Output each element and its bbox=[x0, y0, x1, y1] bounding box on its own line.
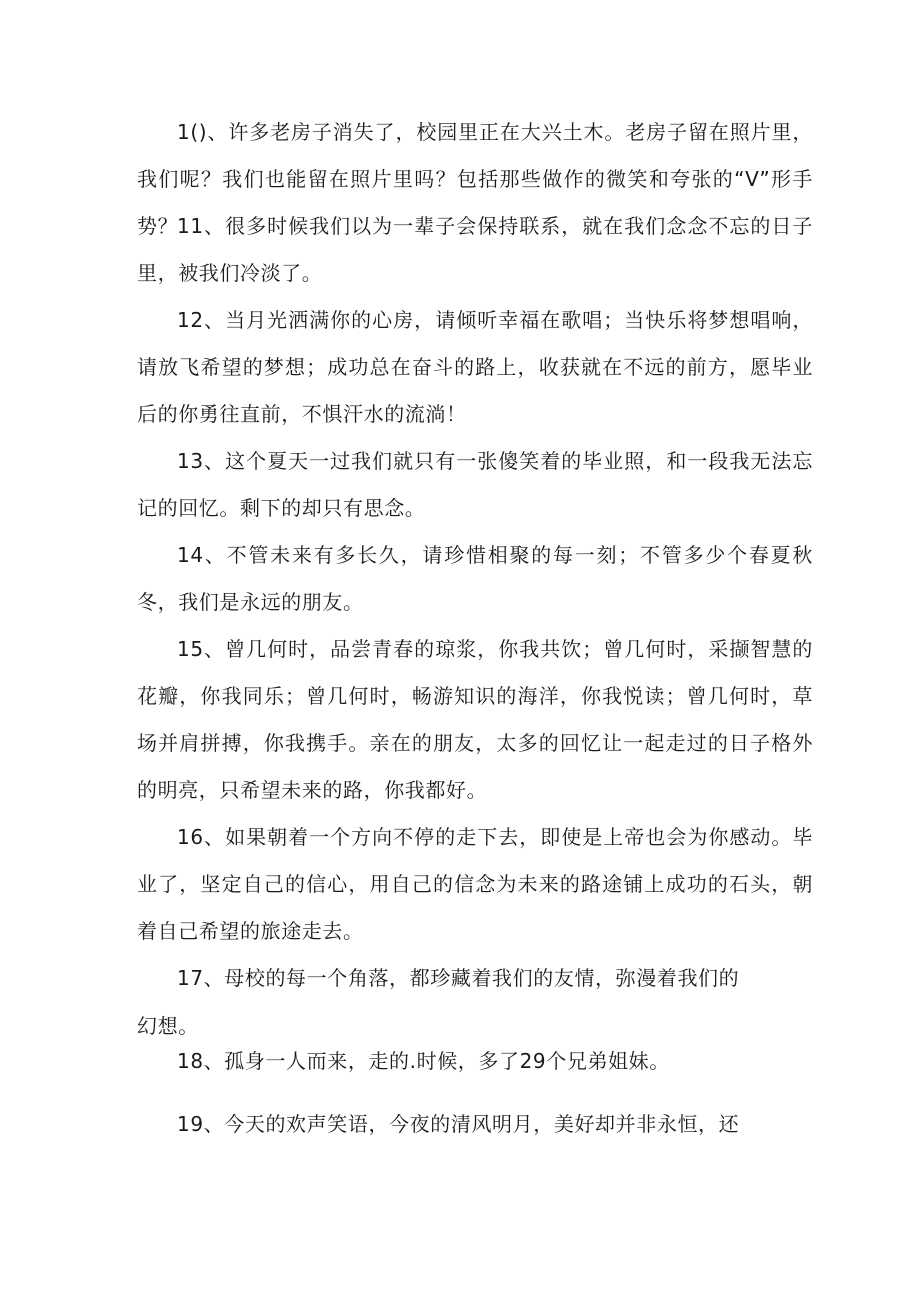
paragraph-13: 13、这个夏天一过我们就只有一张傻笑着的毕业照，和一段我无法忘记的回忆。剩下的却只有思念。 bbox=[137, 449, 813, 520]
paragraph-10: 1()、许多老房子消失了，校园里正在大兴土木。老房子留在照片里，我们呢？我们也能留在照片里吗？包括那些做作的微笑和夸张的“V”形手势？ bbox=[137, 120, 813, 238]
paragraph-19: 19、今天的欢声笑语，今夜的清风明月，美好却并非永恒，还 bbox=[177, 1112, 740, 1136]
paragraph-17-line-2: 幻想。 bbox=[137, 1014, 199, 1038]
paragraph-12: 12、当月光洒满你的心房，请倾听幸福在歌唱；当快乐将梦想唱响，请放飞希望的梦想；成功总在奋斗的路上，收获就在不远的前方，愿毕业后的你勇往直前，不惧汗水的流淌！ bbox=[137, 308, 813, 426]
paragraph-17-line-1: 17、母校的每一个角落，都珍藏着我们的友情，弥漫着我们的 bbox=[177, 966, 740, 990]
paragraph-11: 11、很多时候我们以为一辈子会保持联系，就在我们念念不忘的日子里，被我们冷淡了。 bbox=[137, 214, 813, 285]
paragraph-15: 15、曾几何时，品尝青春的琼浆，你我共饮；曾几何时，采撷智慧的花瓣，你我同乐；曾几何时，畅游知识的海洋，你我悦读；曾几何时，草场并肩拼搏，你我携手。亲在的朋友，太多的回忆让一起走过的日子格外的明亮，只希望未来的路，你我都好。 bbox=[137, 637, 813, 802]
paragraph-16: 16、如果朝着一个方向不停的走下去，即使是上帝也会为你感动。毕业了，坚定自己的信心，用自己的信念为未来的路途铺上成功的石头，朝着自己希望的旅途走去。 bbox=[137, 825, 813, 943]
paragraph-14: 14、不管未来有多长久，请珍惜相聚的每一刻；不管多少个春夏秋冬，我们是永远的朋友。 bbox=[137, 543, 813, 614]
paragraph-18: 18、孤身一人而来，走的.时候，多了29个兄弟姐妹。 bbox=[177, 1049, 670, 1073]
